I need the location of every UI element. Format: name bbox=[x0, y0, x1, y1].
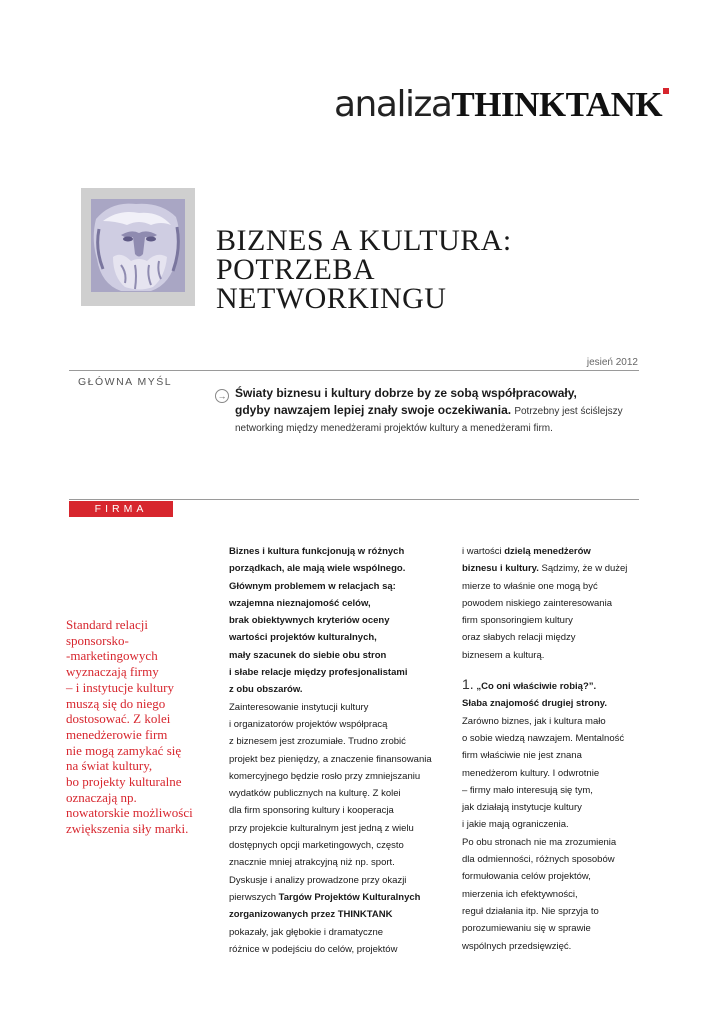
body-line: dla odmienności, różnych sposobów bbox=[462, 854, 615, 866]
body-line: pierwszych bbox=[229, 891, 279, 903]
body-line: mierze to właśnie one mogą być bbox=[462, 580, 598, 592]
quote-line: nowatorskie możliwości bbox=[66, 805, 193, 821]
pull-quote bbox=[66, 617, 206, 837]
section-heading bbox=[462, 676, 692, 695]
quote-line: Standard relacji bbox=[66, 617, 148, 632]
quote-line: sponsorsko- bbox=[66, 632, 129, 648]
summary-line: Biznes i kultura funkcjonują w różnych bbox=[229, 546, 405, 557]
title-line: POTRZEBA bbox=[216, 253, 376, 286]
lead-normal-2: networking między menedżerami projektów kultury a menedżerami firm. bbox=[235, 423, 553, 434]
quote-line: wyznaczają firmy bbox=[66, 664, 159, 680]
body-line: menedżerom kultury. I odwrotnie bbox=[462, 767, 600, 779]
quote-line: – i instytucje kultury bbox=[66, 679, 174, 695]
section-tag-firma: FIRMA bbox=[69, 501, 173, 517]
lead-paragraph bbox=[235, 385, 635, 437]
section-number: 1. bbox=[462, 676, 474, 693]
lead-bold-2: gdyby nawzajem lepiej znały swoje oczekiwania. bbox=[235, 403, 512, 417]
body-line: dla firm sponsoring kultury i kooperacja bbox=[229, 805, 394, 817]
lead-normal-1: Potrzebny jest ściślejszy bbox=[514, 406, 623, 417]
body-line: znacznie mniej atrakcyjną niż np. sport. bbox=[229, 857, 395, 869]
body-line: dostępnych opcji marketingowych, często bbox=[229, 840, 404, 852]
quote-line: bo projekty kulturalne bbox=[66, 774, 182, 790]
body-line: o sobie wiedzą nawzajem. Mentalność bbox=[462, 732, 625, 744]
title-line: BIZNES A KULTURA: bbox=[216, 224, 512, 257]
quote-line: na świat kultury, bbox=[66, 758, 153, 774]
body-line: i organizatorów projektów współpracą bbox=[229, 718, 388, 730]
quote-line: -marketingowych bbox=[66, 648, 158, 664]
body-line: Zainteresowanie instytucji kultury bbox=[229, 701, 369, 713]
fair-name: Targów Projektów Kulturalnych bbox=[278, 891, 421, 903]
body-line: formułowania celów projektów, bbox=[462, 871, 591, 883]
logo-red-square bbox=[663, 88, 669, 94]
quote-line: oznaczają np. bbox=[66, 789, 137, 805]
quote-line: menedżerowie firm bbox=[66, 726, 168, 742]
issue-date: jesień 2012 bbox=[586, 357, 638, 368]
body-line: różnice w podejściu do celów, projektów bbox=[229, 943, 398, 955]
main-thought-label: GŁÓWNA MYŚL bbox=[78, 376, 173, 388]
body-line: i jakie mają ograniczenia. bbox=[462, 819, 569, 831]
section-title: „Co oni właściwie robią?”. bbox=[473, 681, 597, 693]
body-line: Zarówno biznes, jak i kultura mało bbox=[462, 715, 606, 727]
summary-line: brak obiektywnych kryteriów oceny bbox=[229, 615, 390, 627]
emphasis: biznesu i kultury. bbox=[462, 563, 539, 575]
summary-line: wzajemna nieznajomość celów, bbox=[229, 597, 371, 609]
sculpture-photo bbox=[91, 199, 185, 292]
quote-line: muszą się do niego bbox=[66, 695, 166, 711]
analiza-thinktank-logo: analizaTHINKTANK bbox=[334, 84, 669, 125]
body-line: i wartości bbox=[462, 546, 505, 557]
body-line: pokazały, jak głębokie i dramatyczne bbox=[229, 926, 384, 938]
summary-line: z obu obszarów. bbox=[229, 684, 303, 696]
body-line: mierzenia ich efektywności, bbox=[462, 888, 578, 900]
section-subtitle: Słaba znajomość drugiej strony. bbox=[462, 698, 607, 710]
lead-bold-1: Światy biznesu i kultury dobrze by ze sobą współpracowały, bbox=[235, 386, 577, 400]
summary-line: wartości projektów kulturalnych, bbox=[229, 632, 377, 644]
body-line: powodem niskiego zainteresowania bbox=[462, 597, 612, 609]
body-line: firm właściwie nie jest znana bbox=[462, 750, 582, 762]
organizer-line: zorganizowanych przez THINKTANK bbox=[229, 909, 393, 921]
body-line: z biznesem jest zrozumiałe. Trudno zrobić bbox=[229, 736, 406, 748]
body-line: projekt bez pieniędzy, a znaczenie finansowania bbox=[229, 753, 432, 765]
emphasis: dzielą menedżerów bbox=[504, 546, 591, 557]
body-line: jak działają instytucje kultury bbox=[462, 802, 582, 814]
body-line: wydatków publicznych na kulturę. Z kolei bbox=[229, 788, 401, 800]
summary-line: Głównym problemem w relacjach są: bbox=[229, 580, 396, 592]
section-divider bbox=[69, 499, 639, 500]
body-line: komercyjnego będzie rosło przy zmniejszaniu bbox=[229, 770, 421, 782]
body-line: przy projekcie kulturalnym jest jedną z wielu bbox=[229, 822, 414, 834]
body-column-1 bbox=[229, 543, 459, 958]
body-line: Dyskusje i analizy prowadzone przy okazji bbox=[229, 874, 407, 886]
sculpture-photo-frame bbox=[81, 188, 195, 306]
body-line: wspólnych przedsięwzięć. bbox=[462, 940, 572, 952]
quote-line: dostosować. Z kolei bbox=[66, 711, 171, 727]
arrow-circle-icon: → bbox=[215, 389, 229, 403]
body-line: Po obu stronach nie ma zrozumienia bbox=[462, 836, 617, 848]
body-line: – firmy mało interesują się tym, bbox=[462, 784, 593, 796]
body-line: biznesem a kulturą. bbox=[462, 649, 545, 661]
body-line: oraz słabych relacji między bbox=[462, 632, 576, 644]
body-line: firm sponsoringiem kultury bbox=[462, 615, 573, 627]
quote-line: zwiększenia siły marki. bbox=[66, 821, 189, 837]
title-line: NETWORKINGU bbox=[216, 282, 447, 315]
top-divider bbox=[69, 370, 639, 371]
body-line: Sądzimy, że w dużej bbox=[538, 563, 628, 575]
quote-line: nie mogą zamykać się bbox=[66, 742, 182, 758]
spacer bbox=[462, 664, 692, 676]
body-column-2 bbox=[462, 543, 692, 955]
summary-line: porządkach, ale mają wiele wspólnego. bbox=[229, 563, 406, 575]
body-line: porozumiewaniu się w sprawie bbox=[462, 923, 591, 935]
document-title bbox=[216, 226, 636, 313]
summary-line: mały szacunek do siebie obu stron bbox=[229, 649, 387, 661]
body-line: reguł działania itp. Nie sprzyja to bbox=[462, 905, 599, 917]
summary-line: i słabe relacje między profesjonalistami bbox=[229, 667, 408, 679]
sculpture-head-image bbox=[91, 199, 185, 292]
